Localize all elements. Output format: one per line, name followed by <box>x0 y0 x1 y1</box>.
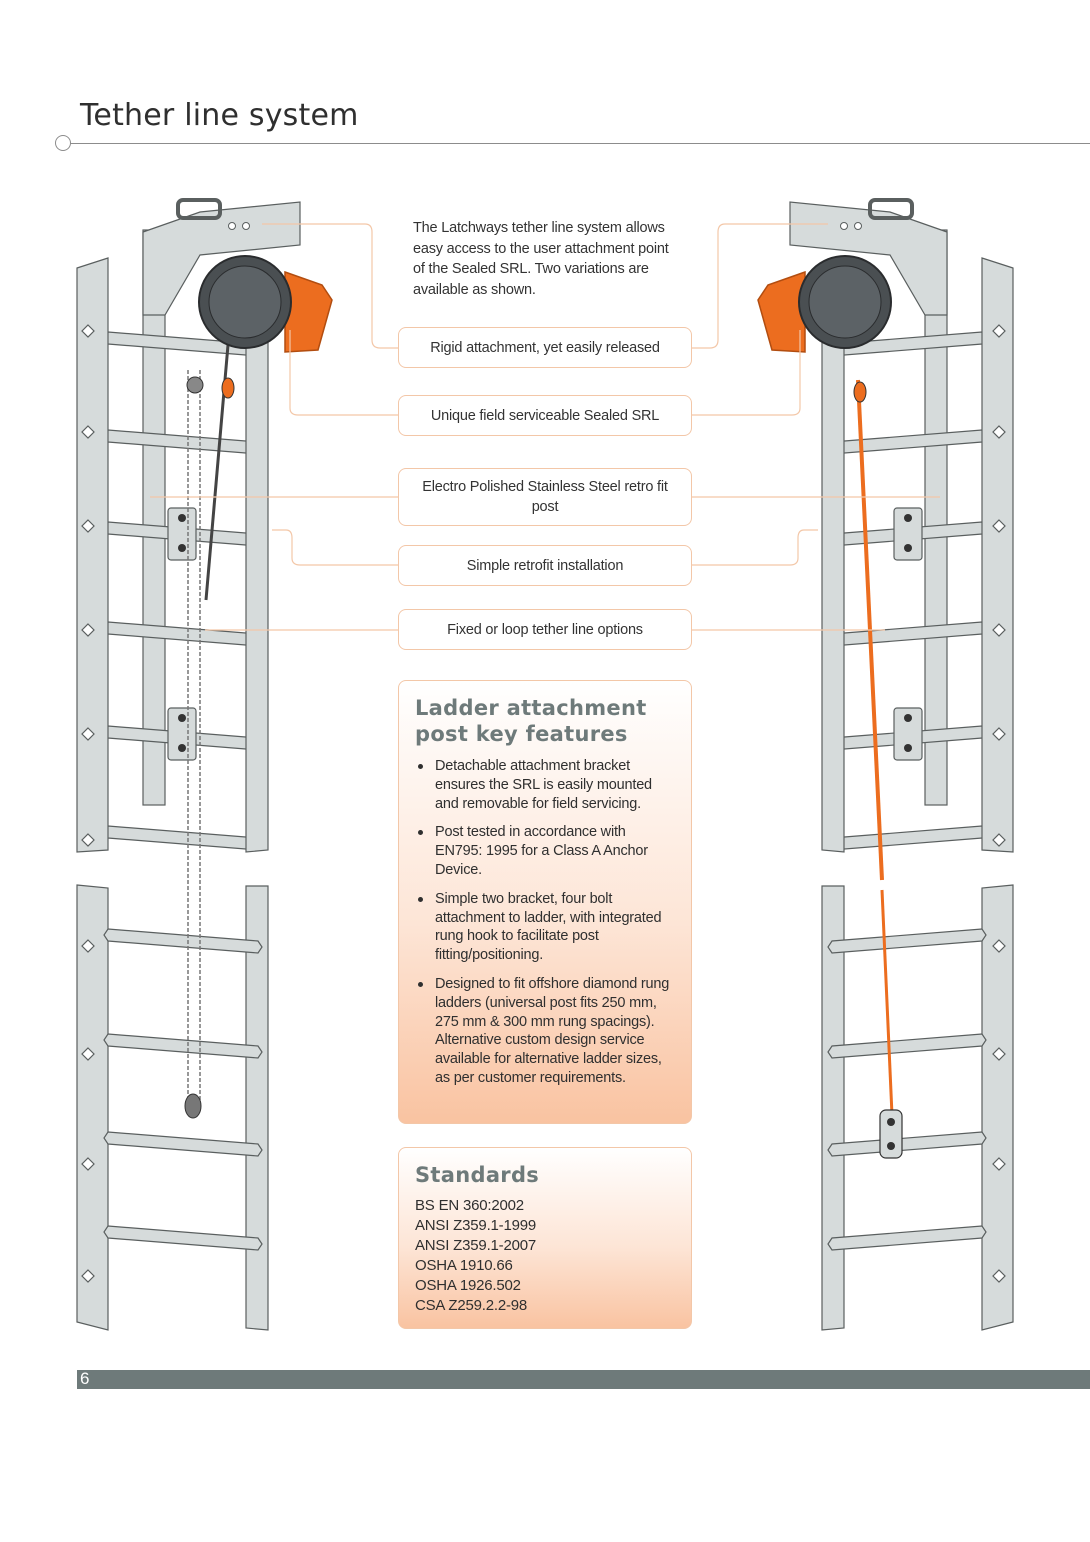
feature-item: Designed to fit offshore diamond rung ladders (universal post fits 250 mm, 275 mm & 300 mm rung spacings). Alternative custom design service available for alternative ladder sizes, as per customer requirements. <box>415 975 675 1088</box>
left-stile-outer-lower <box>77 885 108 1330</box>
left-stile-outer-upper <box>77 258 108 852</box>
standard-item: OSHA 1926.502 <box>415 1277 521 1294</box>
feature-item: Post tested in accordance with EN795: 1995 for a Class A Anchor Device. <box>415 823 675 879</box>
standards-panel <box>398 1147 692 1329</box>
right-ladder <box>758 200 1013 1330</box>
right-stile-outer-lower <box>982 885 1013 1330</box>
features-panel <box>398 680 692 1124</box>
right-post <box>925 230 947 805</box>
feature-item: Detachable attachment bracket ensures the SRL is easily mounted and removable for field servicing. <box>415 757 675 813</box>
standard-item: OSHA 1910.66 <box>415 1257 513 1274</box>
features-panel-title: Ladder attachment post key features <box>415 696 647 746</box>
standards-panel-title: Standards <box>415 1163 540 1187</box>
footer-bar <box>77 1370 1090 1389</box>
left-ladder <box>77 200 332 1330</box>
left-srl-orange-cradle <box>285 272 332 352</box>
intro-paragraph: The Latchways tether line system allows easy access to the user attachment point of the Sealed SRL. Two variations are available as shown. <box>413 220 669 298</box>
callout-sealed-srl: Unique field serviceable Sealed SRL <box>398 395 692 436</box>
left-post <box>143 230 165 805</box>
callout-rigid-attachment: Rigid attachment, yet easily released <box>398 327 692 368</box>
right-rungs-upper <box>828 332 986 850</box>
right-stile-inner-upper <box>822 328 844 852</box>
standard-item: ANSI Z359.1-2007 <box>415 1237 537 1254</box>
left-stile-inner-upper <box>246 328 268 852</box>
callout-retrofit-installation: Simple retrofit installation <box>398 545 692 586</box>
page-title: Tether line system <box>80 98 359 133</box>
page-number: 6 <box>80 1369 90 1388</box>
standard-item: BS EN 360:2002 <box>415 1197 524 1214</box>
right-stile-outer-upper <box>982 258 1013 852</box>
standard-item: ANSI Z359.1-1999 <box>415 1217 537 1234</box>
right-rungs-lower <box>828 929 986 1250</box>
standard-item: CSA Z259.2.2-98 <box>415 1297 528 1314</box>
features-list <box>415 757 675 1088</box>
left-rungs-upper <box>104 332 262 850</box>
callout-tether-options: Fixed or loop tether line options <box>398 609 692 650</box>
right-srl-orange-cradle <box>758 272 805 352</box>
standards-list <box>415 1196 675 1316</box>
feature-item: Simple two bracket, four bolt attachment to ladder, with integrated rung hook to facilitate post fitting/positioning. <box>415 890 675 965</box>
callout-stainless-post: Electro Polished Stainless Steel retro fit post <box>398 468 692 526</box>
left-rungs-lower <box>104 929 262 1250</box>
